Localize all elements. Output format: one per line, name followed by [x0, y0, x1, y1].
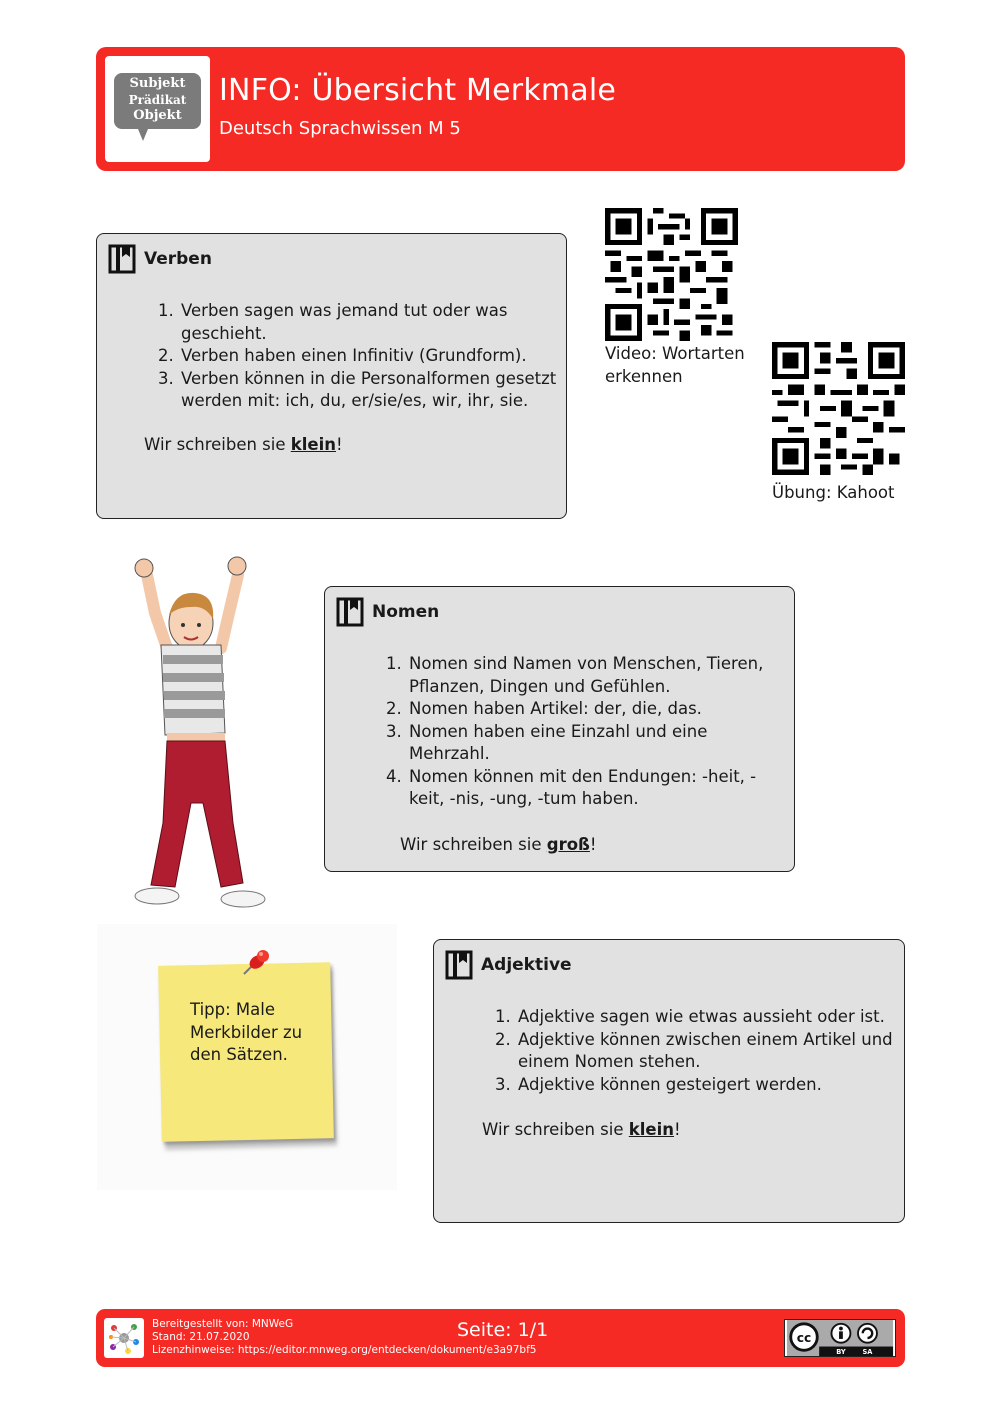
list-item: 3. Adjektive können gesteigert werden.: [516, 1074, 902, 1097]
cc-sa-label: SA: [862, 1348, 873, 1356]
logo-line: Subjekt: [129, 76, 186, 91]
header-banner: [96, 47, 905, 171]
closing-note: Wir schreiben sie groß!: [400, 835, 597, 854]
book-icon: [445, 950, 473, 980]
cheering-boy-illustration: [125, 553, 275, 913]
page-subtitle: Deutsch Sprachwissen M 5: [219, 118, 461, 139]
card-verben: [96, 233, 567, 519]
card-nomen: [324, 586, 795, 872]
footer-bar: [96, 1309, 905, 1367]
license-link[interactable]: Lizenzhinweise: https://editor.mnweg.org/entdecken/dokument/e3a97bf5: [152, 1344, 537, 1356]
cc-by-label: BY: [836, 1348, 846, 1356]
list-item: 1. Nomen sind Namen von Menschen, Tieren, Pflanzen, Dingen und Gefühlen.: [407, 653, 788, 698]
qr-caption-video: Video: Wortarten erkennen: [605, 344, 745, 386]
book-icon: [336, 597, 364, 627]
qr-caption-kahoot: Übung: Kahoot: [772, 483, 895, 502]
qr-code-video[interactable]: [605, 208, 738, 341]
logo-line: Prädikat: [128, 93, 187, 107]
emphasis-word: klein: [290, 435, 336, 454]
book-icon: [108, 244, 136, 274]
closing-note: Wir schreiben sie klein!: [144, 435, 343, 454]
page-number: Seite: 1/1: [457, 1319, 549, 1341]
adjektive-list: [482, 1006, 902, 1096]
emphasis-word: klein: [628, 1120, 674, 1139]
card-title: Nomen: [372, 602, 440, 622]
list-item: 3. Verben können in die Personalformen gesetzt werden mit: ich, du, er/sie/es, wir, ihr, sie.: [179, 368, 565, 413]
logo-line: Objekt: [133, 108, 182, 123]
emphasis-word: groß: [546, 835, 590, 854]
provided-by: Bereitgestellt von: MNWeG: [152, 1318, 294, 1330]
cc-license-badge[interactable]: [784, 1319, 896, 1357]
speech-bubble-logo-icon: [114, 73, 201, 129]
sticky-note-text: Tipp: Male Merkbilder zu den Sätzen.: [190, 1000, 303, 1064]
list-item: 2. Verben haben einen Infinitiv (Grundform).: [179, 345, 565, 368]
date: Stand: 21.07.2020: [152, 1331, 250, 1343]
closing-note: Wir schreiben sie klein!: [482, 1120, 681, 1139]
list-item: 3. Nomen haben eine Einzahl und eine Mehrzahl.: [407, 721, 788, 766]
verben-list: [145, 300, 565, 413]
list-item: 2. Adjektive können zwischen einem Artikel und einem Nomen stehen.: [516, 1029, 902, 1074]
list-item: 1. Adjektive sagen wie etwas aussieht oder ist.: [516, 1006, 902, 1029]
page-title: INFO: Übersicht Merkmale: [219, 73, 617, 108]
pushpin-icon: [236, 948, 272, 980]
list-item: 1. Verben sagen was jemand tut oder was geschieht.: [179, 300, 565, 345]
svg-text:cc: cc: [796, 1330, 812, 1345]
card-title: Adjektive: [481, 955, 572, 975]
list-item: 2. Nomen haben Artikel: der, die, das.: [407, 698, 788, 721]
qr-code-kahoot[interactable]: [772, 342, 905, 475]
list-item: 4. Nomen können mit den Endungen: -heit, -keit, -nis, -ung, -tum haben.: [407, 766, 788, 811]
card-title: Verben: [144, 249, 212, 269]
mnweg-logo-icon: [104, 1318, 144, 1358]
nomen-list: [373, 653, 788, 811]
card-adjektive: [433, 939, 905, 1223]
logo: [105, 56, 210, 162]
